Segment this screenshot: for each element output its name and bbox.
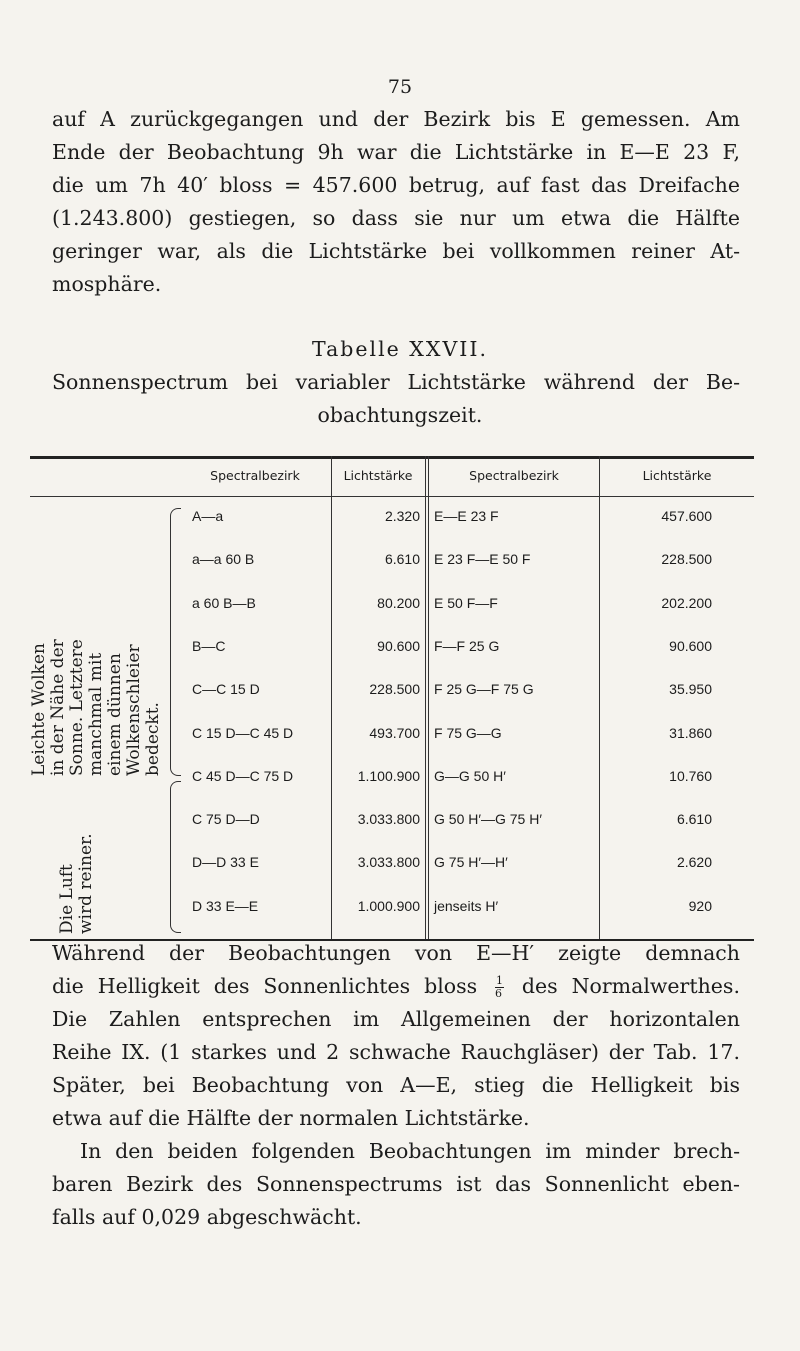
cell-bezirk-2: F 75 G—G xyxy=(434,724,502,741)
cell-bezirk-2: G 50 H′—G 75 H′ xyxy=(434,811,542,828)
cell-lichtstaerke-1: 3.033.800 xyxy=(357,811,420,828)
cell-lichtstaerke-1: 90.600 xyxy=(377,637,420,654)
cell-bezirk-1: C 15 D—C 45 D xyxy=(192,724,294,741)
cell-lichtstaerke-2: 6.610 xyxy=(676,811,712,828)
closing-line: baren Bezirk des Sonnenspectrums ist das Sonnenlicht eben- xyxy=(52,1172,740,1196)
cell-lichtstaerke-2: 10.760 xyxy=(669,767,712,784)
group-label-line: Wolkenschleier xyxy=(124,644,144,776)
group-brace xyxy=(170,781,181,933)
intro-line: Ende der Beobachtung 9h war die Lichtstärke in E—E 23 F, xyxy=(52,140,740,164)
table-title: Tabelle XXVII. xyxy=(311,337,489,361)
group-label-line: bedeckt. xyxy=(143,702,163,776)
cell-bezirk-1: a—a 60 B xyxy=(192,551,255,568)
table-caption-line: obachtungszeit. xyxy=(317,403,483,427)
fraction xyxy=(495,975,504,1000)
cell-bezirk-2: jenseits H′ xyxy=(434,897,499,914)
column-divider xyxy=(428,456,429,939)
table-top-rule xyxy=(30,456,754,459)
cell-lichtstaerke-1: 1.100.900 xyxy=(357,767,420,784)
group-label-line: Sonne. Letztere xyxy=(67,639,87,776)
closing-text: die Helligkeit des Sonnenlichtes bloss xyxy=(52,974,478,998)
column-divider xyxy=(425,456,426,939)
header-lichtstaerke-1: Lichtstärke xyxy=(343,468,413,483)
header-lichtstaerke-2: Lichtstärke xyxy=(642,468,712,483)
cell-lichtstaerke-2: 920 xyxy=(688,897,712,914)
closing-line: In den beiden folgenden Beobachtungen im minder brech- xyxy=(80,1139,740,1163)
fraction-denominator: 6 xyxy=(495,987,503,1000)
cell-bezirk-2: F—F 25 G xyxy=(434,637,500,654)
cell-lichtstaerke-2: 202.200 xyxy=(661,594,712,611)
cell-lichtstaerke-2: 90.600 xyxy=(669,637,712,654)
cell-bezirk-2: E—E 23 F xyxy=(434,508,499,524)
cell-lichtstaerke-1: 6.610 xyxy=(384,551,420,568)
closing-line: Reihe IX. (1 starkes und 2 schwache Rauchgläser) der Tab. 17. xyxy=(52,1040,740,1064)
cell-bezirk-2: G 75 H′—H′ xyxy=(434,854,508,871)
cell-bezirk-1: D 33 E—E xyxy=(192,897,259,914)
closing-paragraph xyxy=(52,937,740,1234)
intro-line: geringer war, als die Lichtstärke bei vollkommen reiner At- xyxy=(52,239,740,263)
group-label-line: einem dünnen xyxy=(105,653,125,776)
group-brace xyxy=(170,508,181,776)
closing-text: des Normalwerthes. xyxy=(521,974,740,998)
group-label-line: wird reiner. xyxy=(76,833,96,934)
table-header-rule xyxy=(30,496,754,497)
closing-line: etwa auf die Hälfte der normalen Lichtstärke. xyxy=(52,1106,530,1130)
closing-line: Später, bei Beobachtung von A—E, stieg die Helligkeit bis xyxy=(52,1073,740,1097)
group-label-line: manchmal mit xyxy=(86,652,106,776)
header-spectralbezirk-2: Spectralbezirk xyxy=(469,468,559,483)
intro-line: auf A zurückgegangen und der Bezirk bis E gemessen. Am xyxy=(52,107,740,131)
fraction-numerator: 1 xyxy=(496,974,504,987)
cell-lichtstaerke-1: 80.200 xyxy=(377,594,420,611)
header-spectralbezirk-1: Spectralbezirk xyxy=(210,468,300,483)
cell-bezirk-1: C 75 D—D xyxy=(192,811,260,828)
cell-lichtstaerke-2: 228.500 xyxy=(661,551,712,568)
group-label-line: in der Nähe der xyxy=(48,639,68,776)
cell-bezirk-1: C 45 D—C 75 D xyxy=(192,767,294,784)
cell-bezirk-2: E 23 F—E 50 F xyxy=(434,551,531,568)
cell-lichtstaerke-2: 31.860 xyxy=(669,724,712,741)
cell-lichtstaerke-1: 228.500 xyxy=(369,681,420,698)
page-number: 75 xyxy=(387,76,413,98)
group-label-clouds xyxy=(30,639,163,776)
group-label-line: Die Luft xyxy=(57,864,77,934)
cell-bezirk-2: F 25 G—F 75 G xyxy=(434,681,534,698)
closing-line: Die Zahlen entsprechen im Allgemeinen der horizontalen xyxy=(52,1007,740,1031)
group-label-clear-air xyxy=(58,833,96,934)
closing-line: Während der Beobachtungen von E—H′ zeigte demnach xyxy=(52,941,740,965)
cell-bezirk-1: D—D 33 E xyxy=(192,854,259,871)
data-table xyxy=(30,456,754,939)
cell-lichtstaerke-1: 1.000.900 xyxy=(357,897,420,914)
cell-lichtstaerke-1: 2.320 xyxy=(384,508,420,524)
cell-bezirk-2: E 50 F—F xyxy=(434,594,498,611)
closing-line: falls auf 0,029 abgeschwächt. xyxy=(52,1205,362,1229)
cell-bezirk-1: B—C xyxy=(192,637,226,654)
intro-line: die um 7h 40′ bloss = 457.600 betrug, auf fast das Dreifache xyxy=(52,173,740,197)
cell-lichtstaerke-2: 457.600 xyxy=(661,508,712,524)
intro-line: mosphäre. xyxy=(52,272,162,296)
group-label-line: Leichte Wolken xyxy=(29,643,49,776)
cell-lichtstaerke-1: 493.700 xyxy=(369,724,420,741)
cell-bezirk-2: G—G 50 H′ xyxy=(434,767,506,784)
intro-paragraph xyxy=(52,103,740,301)
cell-lichtstaerke-1: 3.033.800 xyxy=(357,854,420,871)
cell-bezirk-1: C—C 15 D xyxy=(192,681,260,698)
intro-line: (1.243.800) gestiegen, so dass sie nur um etwa die Hälfte xyxy=(52,206,740,230)
cell-bezirk-1: A—a xyxy=(192,508,224,524)
table-caption-line: Sonnenspectrum bei variabler Lichtstärke während der Be- xyxy=(52,370,740,394)
cell-bezirk-1: a 60 B—B xyxy=(192,594,256,611)
closing-line xyxy=(52,970,740,1003)
cell-lichtstaerke-2: 35.950 xyxy=(669,681,712,698)
cell-lichtstaerke-2: 2.620 xyxy=(676,854,712,871)
